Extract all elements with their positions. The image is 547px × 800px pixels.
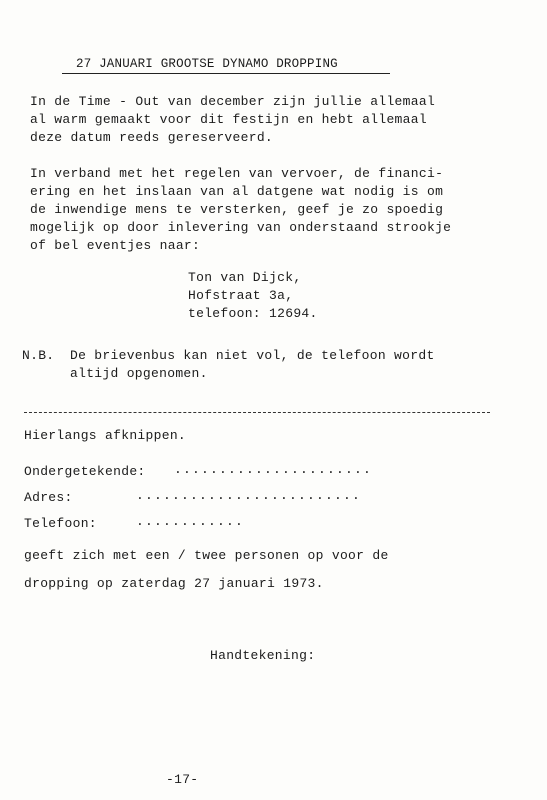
address-name: Ton van Dijck,: [188, 270, 302, 285]
paragraph-2-line: mogelijk op door inlevering van onderstaand strookje: [30, 220, 452, 235]
document-title: 27 JANUARI GROOTSE DYNAMO DROPPING: [76, 57, 338, 71]
page-number: -17-: [166, 772, 199, 787]
note-label: N.B.: [22, 348, 55, 363]
statement-line: dropping op zaterdag 27 januari 1973.: [24, 576, 324, 591]
paragraph-2-line: de inwendige mens te versterken, geef je zo spoedig: [30, 202, 444, 217]
address-street: Hofstraat 3a,: [188, 288, 294, 303]
cut-line: [24, 412, 490, 413]
paragraph-1-line: In de Time - Out van december zijn jullie allemaal: [30, 94, 436, 109]
note-line: De brievenbus kan niet vol, de telefoon wordt: [70, 348, 435, 363]
title-underline: [62, 73, 390, 74]
paragraph-2-line: of bel eventjes naar:: [30, 238, 201, 253]
note-line: altijd opgenomen.: [70, 366, 208, 381]
cut-instruction: Hierlangs afknippen.: [24, 428, 187, 443]
paragraph-1-line: deze datum reeds gereserveerd.: [30, 130, 274, 145]
paragraph-2-line: ering en het inslaan van al datgene wat nodig is om: [30, 184, 444, 199]
phone-field-label: Telefoon:: [24, 516, 97, 531]
address-field-label: Adres:: [24, 490, 73, 505]
paragraph-1-line: al warm gemaakt voor dit festijn en hebt allemaal: [30, 112, 427, 127]
address-phone: telefoon: 12694.: [188, 306, 318, 321]
name-field-dots[interactable]: ......................: [174, 462, 373, 477]
name-field-label: Ondergetekende:: [24, 464, 146, 479]
paragraph-2-line: In verband met het regelen van vervoer, de financi-: [30, 166, 444, 181]
signature-label: Handtekening:: [210, 648, 316, 663]
address-field-dots[interactable]: .........................: [136, 488, 362, 503]
phone-field-dots[interactable]: ............: [136, 514, 245, 529]
statement-line: geeft zich met een / twee personen op voor de: [24, 548, 389, 563]
